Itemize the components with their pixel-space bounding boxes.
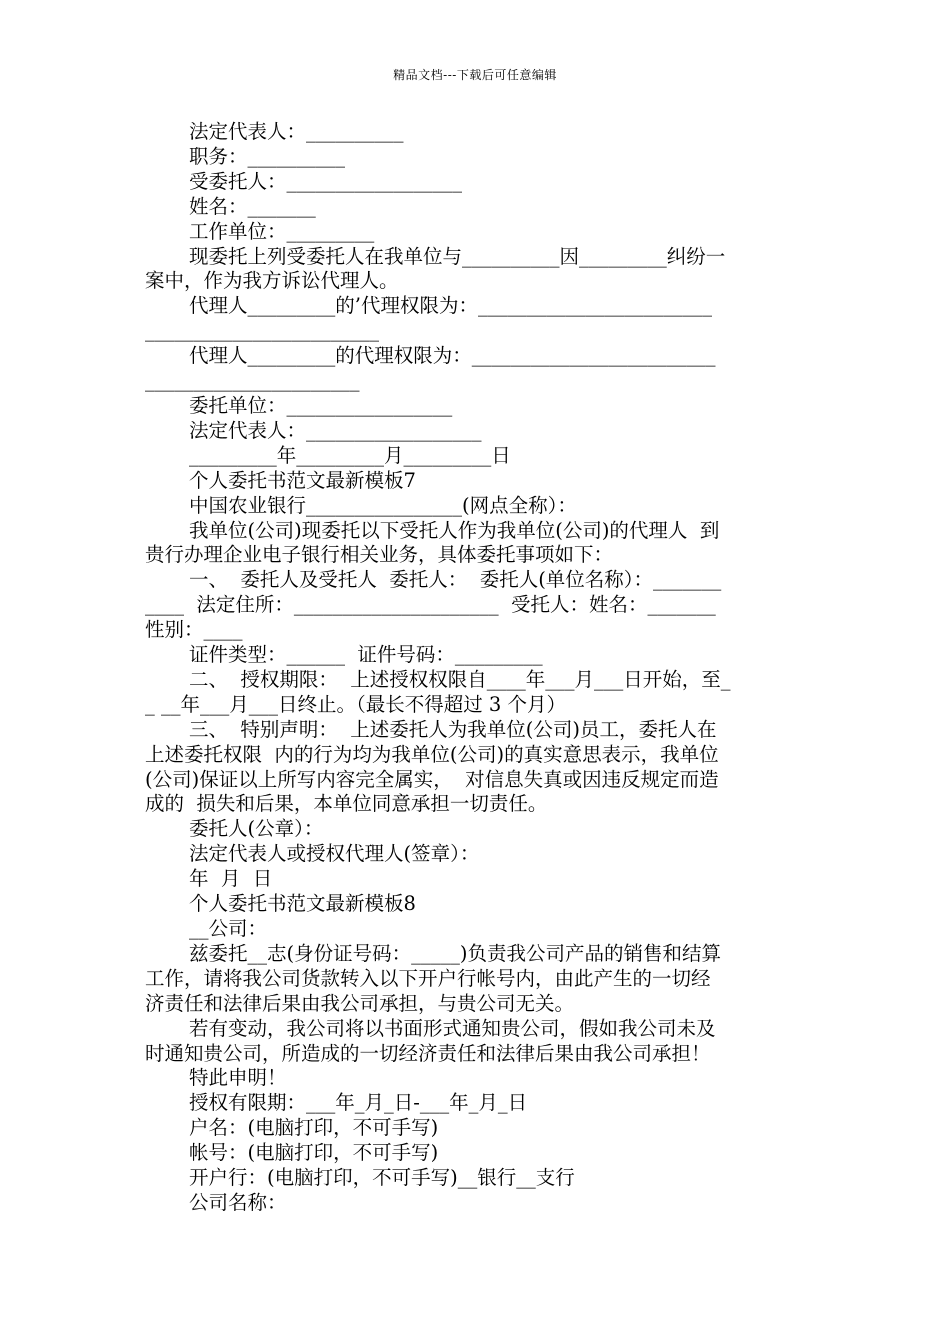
text-line: 法定代表人或授权代理人(签章）： — [189, 842, 480, 866]
text-line: 济责任和法律后果由我公司承担，与贵公司无关。 — [145, 991, 575, 1015]
page-header: 精品文档---下载后可任意编辑 — [393, 68, 557, 82]
text-line: 工作，请将我公司货款转入以下开户行帐号内，由此产生的一切经 — [145, 966, 711, 990]
text-line: 证件类型：______ 证件号码：_________ — [189, 643, 543, 667]
text-line: 姓名：_______ — [189, 194, 316, 218]
document-body — [145, 120, 807, 1216]
text-line: ________________________ — [145, 319, 379, 343]
text-line: 工作单位：_________ — [189, 219, 375, 243]
text-line: 户名：(电脑打印，不可手写) — [189, 1116, 439, 1140]
text-line: 法定代表人：__________________ — [189, 418, 482, 442]
text-line: 特此申明！ — [189, 1066, 287, 1090]
text-line: 法定代表人：__________ — [189, 120, 404, 143]
text-line: 代理人_________的代理权限为：_________________________ — [189, 344, 716, 368]
text-line: 贵行办理企业电子银行相关业务，具体委托事项如下： — [145, 543, 614, 567]
text-line: 兹委托__志(身份证号码：_____)负责我公司产品的销售和结算 — [189, 941, 721, 965]
text-line: 帐号：(电脑打印，不可手写) — [189, 1141, 439, 1165]
text-line: 个人委托书范文最新模板8 — [189, 892, 416, 916]
text-line: ______________________ — [145, 369, 360, 393]
text-line: 三、 特别声明： 上述委托人为我单位(公司)员工，委托人在 — [189, 717, 717, 741]
text-line: __公司： — [189, 917, 268, 940]
text-line: 若有变动，我公司将以书面形式通知贵公司，假如我公司未及 — [189, 1016, 716, 1040]
text-line: 二、 授权期限： 上述授权权限自____年___月___日开始，至_ — [189, 667, 731, 691]
text-line: 个人委托书范文最新模板7 — [189, 468, 416, 492]
text-line: 代理人_________的’代理权限为：________________________ — [189, 294, 712, 318]
text-line: _ __年___月___日终止。（最长不得超过 3 个月） — [145, 692, 567, 716]
text-line: 受委托人：__________________ — [189, 169, 463, 193]
text-line: 授权有限期：___年_月_日-___年_月_日 — [189, 1091, 528, 1115]
text-line: 一、 委托人及受托人 委托人： 委托人(单位名称）：_______ — [189, 568, 722, 592]
text-line: ____ 法定住所：_____________________ 受托人：姓名：_______ — [145, 593, 716, 617]
text-line: (公司)保证以上所写内容完全属实， 对信息失真或因违反规定而造 — [145, 767, 719, 791]
text-line: 年 月 日 — [189, 867, 273, 891]
text-line: 性别：____ — [145, 618, 243, 642]
text-line: 成的 损失和后果，本单位同意承担一切责任。 — [145, 792, 548, 816]
text-line: 时通知贵公司，所造成的一切经济责任和法律后果由我公司承担！ — [145, 1041, 711, 1065]
text-line: 案中，作为我方诉讼代理人。 — [145, 269, 399, 293]
text-line: 中国农业银行________________(网点全称）： — [189, 493, 577, 517]
text-line: 开户行：(电脑打印，不可手写)__银行__支行 — [189, 1166, 575, 1190]
text-line: 我单位(公司)现委托以下受托人作为我单位(公司)的代理人 到 — [189, 518, 720, 542]
text-line: 职务：__________ — [189, 144, 346, 168]
text-line: 委托人(公章）： — [189, 817, 324, 841]
text-line: 委托单位：_________________ — [189, 393, 453, 417]
text-line: 公司名称： — [189, 1190, 287, 1214]
text-line: 上述委托权限 内的行为均为我单位(公司)的真实意思表示，我单位 — [145, 742, 719, 766]
text-line: _________年_________月_________日 — [189, 443, 511, 467]
text-line: 现委托上列受委托人在我单位与__________因_________纠纷一 — [189, 244, 726, 268]
